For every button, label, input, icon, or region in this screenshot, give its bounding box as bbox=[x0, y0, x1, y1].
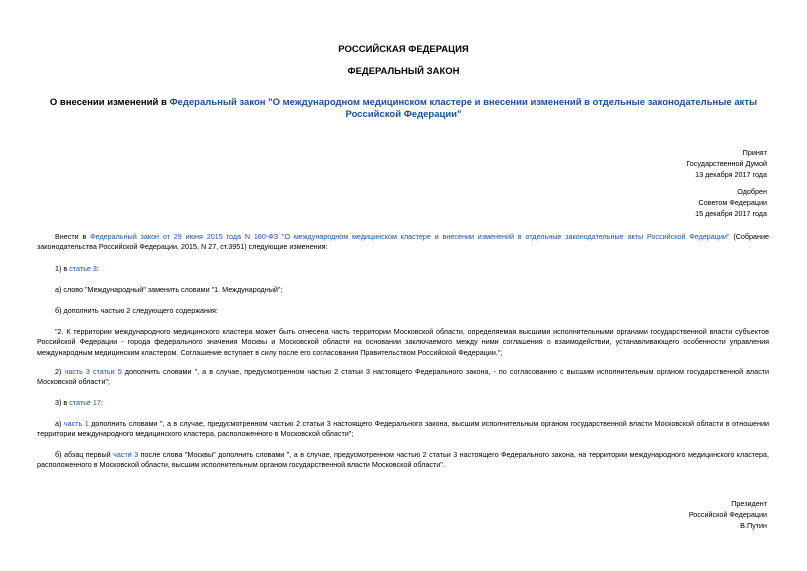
item-3a bbox=[37, 419, 769, 440]
article-3-link[interactable]: статье 3 bbox=[69, 264, 97, 273]
item-3b-tail: после слова "Москвы" дополнить словами ", а в случае, предусмотренном частью 2 статьи 3 настоящего Федерального закона, на территории международного медицинского кластера, расположенного в Московской области, высшим исполнительным органом государственной власти Московской области". bbox=[37, 450, 769, 470]
item-2-tail: дополнить словами ", а в случае, предусмотренном частью 2 статьи 3 настоящего Федерального закона, - по согласованию с высшим исполнительным органом государственной власти Московской области"; bbox=[37, 367, 769, 387]
approved-body: Советом Федерации bbox=[698, 197, 767, 207]
item-2 bbox=[37, 367, 769, 388]
item-3 bbox=[37, 398, 769, 408]
title-law-link[interactable]: Федеральный закон "О международном медицинском кластере и внесении изменений в отдельные законодательные акты Российской Федерации" bbox=[169, 97, 758, 120]
accepted-line: Принят bbox=[742, 148, 767, 157]
intro-paragraph bbox=[37, 232, 769, 253]
accepted-date: 13 декабря 2017 года bbox=[695, 169, 767, 179]
item-3b-text: б) абзац первый bbox=[55, 450, 114, 459]
part-3-link[interactable]: части 3 bbox=[113, 450, 139, 459]
item-1-tail: : bbox=[96, 264, 99, 273]
approved-block bbox=[695, 187, 767, 219]
signature-name: В.Путин bbox=[740, 520, 767, 530]
country-heading: РОССИЙСКАЯ ФЕДЕРАЦИЯ bbox=[338, 44, 469, 55]
item-3a-text: а) bbox=[55, 419, 64, 428]
item-3-tail: : bbox=[100, 398, 103, 407]
quoted-paragraph: "2. К территории международного медицинского кластера может быть отнесена часть территории Московской области, определяемая высшими исполнительными органами государственной власти субъектов Российской Федерации - города федерального значения Москвы и Московской области на основании заключаемого между ними соглашения о взаимодействии, устанавливающего особенности управления международным медицинским кластером. Соглашение вступает в силу после его согласования Правительством Российской Федерации."; bbox=[37, 327, 769, 357]
item-1a: а) слово "Международный" заменить словами "1. Международный"; bbox=[55, 285, 283, 294]
signature-block bbox=[689, 499, 767, 531]
item-3-text: 3) в bbox=[55, 398, 70, 407]
intro-law-link[interactable]: Федеральный закон от 29 июня 2015 года N 160-ФЗ "О международном медицинском кластере и внесении изменений в отдельные законодательные акты Российской Федерации" bbox=[90, 232, 730, 241]
intro-text: Внести в bbox=[55, 232, 91, 241]
accepted-body: Государственной Думой bbox=[686, 158, 767, 168]
approved-date: 15 декабря 2017 года bbox=[695, 208, 767, 218]
item-1b: б) дополнить частью 2 следующего содержания: bbox=[55, 306, 218, 315]
signature-title: Президент bbox=[731, 499, 767, 508]
item-2-text: 2) bbox=[55, 367, 65, 376]
part-3-article-5-link[interactable]: часть 3 статьи 5 bbox=[64, 367, 122, 376]
article-17-link[interactable]: статье 17 bbox=[69, 398, 101, 407]
intro-text-tail: (Собрание законодательства Российской Федерации, 2015, N 27, ст.3951) следующие изменения: bbox=[37, 232, 770, 252]
item-1 bbox=[37, 264, 769, 274]
item-3b bbox=[37, 450, 769, 471]
item-3a-tail: дополнить словами ", а в случае, предусмотренном частью 2 статьи 3 настоящего Федерального закона, высшим исполнительным органом государственной власти Московской области в отношении территории международного медицинского кластера, расположенного в Московской области"; bbox=[37, 419, 769, 439]
law-title bbox=[40, 97, 767, 121]
signature-country: Российской Федерации bbox=[688, 509, 767, 519]
doc-type-heading: ФЕДЕРАЛЬНЫЙ ЗАКОН bbox=[347, 66, 460, 77]
item-1-text: 1) в bbox=[55, 264, 70, 273]
approved-line: Одобрен bbox=[737, 187, 767, 196]
title-prefix: О внесении изменений в bbox=[49, 97, 170, 108]
accepted-block bbox=[686, 148, 767, 180]
part-1-link[interactable]: часть 1 bbox=[63, 419, 89, 428]
